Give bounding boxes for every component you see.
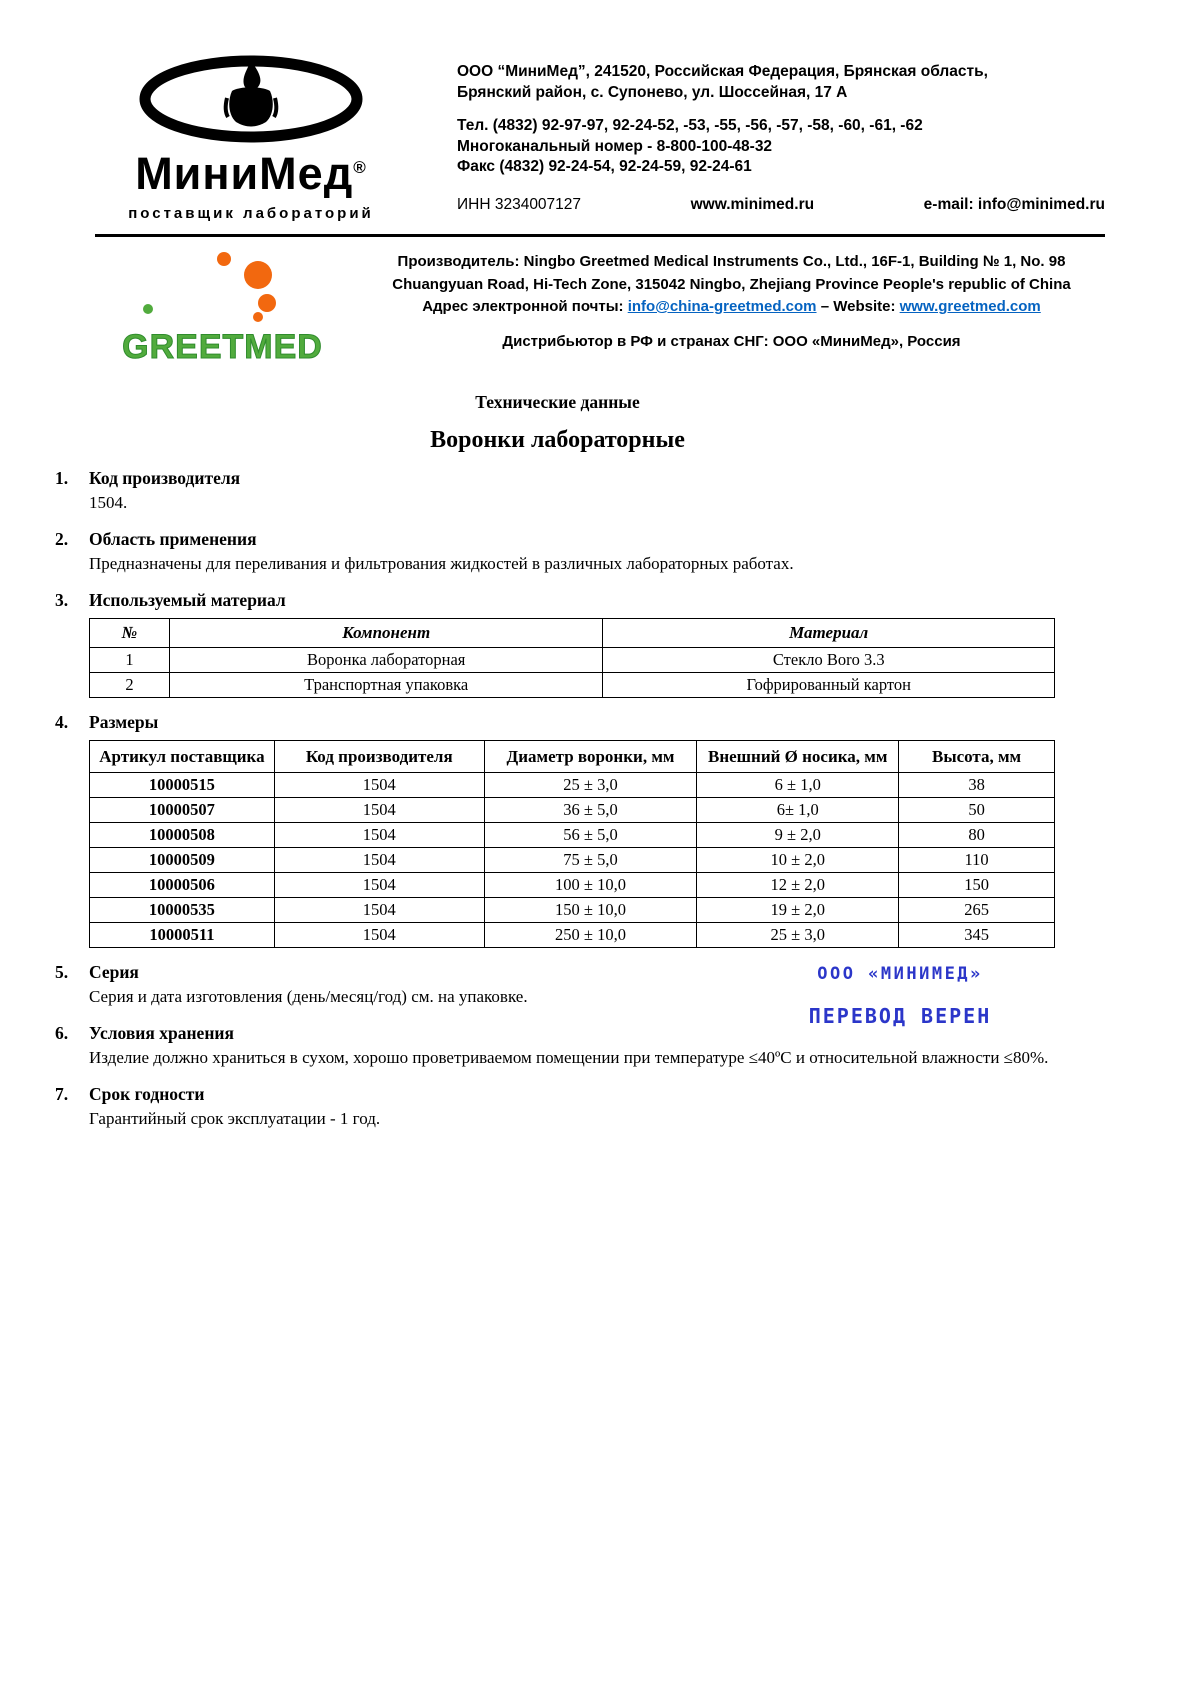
spacer bbox=[457, 103, 1105, 116]
greetmed-logo bbox=[105, 243, 340, 364]
table-row bbox=[90, 798, 1055, 823]
table-cell: 265 bbox=[899, 898, 1055, 923]
minimed-website: www.minimed.ru bbox=[690, 196, 815, 214]
table-cell: 1504 bbox=[274, 873, 484, 898]
address-line-2: Брянский район, с. Супонево, ул. Шоссейная, 17 А bbox=[457, 83, 848, 101]
table-cell: 25 ± 3,0 bbox=[697, 923, 899, 948]
table-cell: 345 bbox=[899, 923, 1055, 948]
table-cell: Воронка лабораторная bbox=[169, 647, 603, 672]
section-body: Серия и дата изготовления (день/месяц/год) см. на упаковке. bbox=[89, 987, 528, 1007]
stamp-verified: ПЕРЕВОД ВЕРЕН bbox=[808, 1004, 992, 1029]
fax-line: Факс (4832) 92-24-54, 92-24-59, 92-24-61 bbox=[457, 158, 752, 176]
table-row bbox=[90, 647, 1055, 672]
section-manufacturer-code bbox=[55, 468, 1105, 515]
translation-stamp bbox=[800, 964, 1000, 1028]
table-header-row bbox=[90, 740, 1055, 772]
table-row bbox=[90, 898, 1055, 923]
page-title: Воронки лабораторные bbox=[430, 427, 685, 453]
table-cell: 1504 bbox=[274, 923, 484, 948]
table-cell: 110 bbox=[899, 848, 1055, 873]
column-header: Высота, мм bbox=[899, 740, 1055, 772]
table-row bbox=[90, 848, 1055, 873]
email-label: Адрес электронной почты: bbox=[422, 298, 624, 315]
table-cell: 56 ± 5,0 bbox=[484, 823, 697, 848]
section-series bbox=[55, 962, 1105, 1029]
column-header: Внешний Ø носика, мм bbox=[697, 740, 899, 772]
table-cell: 150 bbox=[899, 873, 1055, 898]
table-cell: 1504 bbox=[274, 773, 484, 798]
section-heading bbox=[55, 1084, 1105, 1105]
section-number: 3. bbox=[55, 589, 69, 610]
contact-block bbox=[457, 54, 1105, 222]
sizes-table bbox=[89, 740, 1055, 948]
material-table bbox=[89, 618, 1055, 698]
table-cell: 38 bbox=[899, 773, 1055, 798]
section-application bbox=[55, 529, 1105, 576]
multichannel-line: Многоканальный номер - 8-800-100-48-32 bbox=[457, 137, 773, 155]
table-cell: 80 bbox=[899, 823, 1055, 848]
section-shelf-life bbox=[55, 1084, 1105, 1131]
section-heading bbox=[55, 529, 1105, 550]
phone-line: Тел. (4832) 92-97-97, 92-24-52, -53, -55, -56, -57, -58, -60, -61, -62 bbox=[457, 117, 923, 135]
section-body: Изделие должно храниться в сухом, хорошо проветриваемом помещении при температуре ≤40ºС и относительной влажности ≤80%. bbox=[89, 1048, 1049, 1068]
table-cell: 1504 bbox=[274, 898, 484, 923]
table-cell: 12 ± 2,0 bbox=[697, 873, 899, 898]
table-cell: Транспортная упаковка bbox=[169, 672, 603, 697]
section-number: 4. bbox=[55, 711, 69, 732]
column-header: Артикул поставщика bbox=[90, 740, 275, 772]
title-block bbox=[55, 392, 1060, 454]
section-body: 1504. bbox=[89, 493, 128, 512]
greetmed-wordmark: GREETMED bbox=[122, 328, 323, 366]
table-cell: 2 bbox=[90, 672, 170, 697]
table-cell: 10000511 bbox=[90, 923, 275, 948]
brand-text: МиниМед bbox=[135, 148, 354, 199]
section-body: Предназначены для переливания и фильтрования жидкостей в различных лабораторных работах. bbox=[89, 553, 794, 573]
section-heading bbox=[55, 590, 1105, 611]
table-cell: 1504 bbox=[274, 848, 484, 873]
manufacturer-line-2: Chuangyuan Road, Hi-Tech Zone, 315042 Ningbo, Zhejiang Province People's republic of China bbox=[392, 275, 1071, 293]
section-heading bbox=[55, 712, 1105, 733]
table-cell: 150 ± 10,0 bbox=[484, 898, 697, 923]
manufacturer-line-1: Производитель: Ningbo Greetmed Medical Instruments Co., Ltd., 16F-1, Building № 1, No. 98 bbox=[397, 253, 1066, 270]
table-row bbox=[90, 823, 1055, 848]
section-title: Срок годности bbox=[89, 1084, 205, 1104]
minimed-logo bbox=[95, 54, 407, 222]
column-header: Код производителя bbox=[274, 740, 484, 772]
section-heading bbox=[55, 1023, 1105, 1044]
section-number: 7. bbox=[55, 1084, 69, 1104]
distributor-line: Дистрибьютор в РФ и странах СНГ: ООО «МиниМед», Россия bbox=[502, 332, 961, 350]
section-number: 6. bbox=[55, 1023, 69, 1044]
section-title: Код производителя bbox=[89, 468, 241, 488]
table-cell: 36 ± 5,0 bbox=[484, 798, 697, 823]
table-cell: 10000507 bbox=[90, 798, 275, 823]
section-number: 5. bbox=[55, 962, 69, 983]
table-cell: 6± 1,0 bbox=[697, 798, 899, 823]
letterhead bbox=[0, 0, 1200, 222]
website-label: – Website: bbox=[820, 298, 896, 315]
table-cell: 75 ± 5,0 bbox=[484, 848, 697, 873]
table-cell: 10000535 bbox=[90, 898, 275, 923]
table-row bbox=[90, 923, 1055, 948]
column-header: Материал bbox=[603, 618, 1055, 647]
table-cell: 250 ± 10,0 bbox=[484, 923, 697, 948]
section-title: Область применения bbox=[89, 528, 257, 549]
table-cell: 10 ± 2,0 bbox=[697, 848, 899, 873]
table-row bbox=[90, 672, 1055, 697]
address-line-1: ООО “МиниМед”, 241520, Российская Федерация, Брянская область, bbox=[457, 63, 988, 80]
greetmed-email-link[interactable]: info@china-greetmed.com bbox=[627, 298, 817, 315]
minimed-email: e-mail: info@minimed.ru bbox=[923, 196, 1105, 214]
table-cell: 9 ± 2,0 bbox=[697, 823, 899, 848]
section-body: Гарантийный срок эксплуатации - 1 год. bbox=[89, 1109, 381, 1128]
table-cell: Гофрированный картон bbox=[603, 672, 1055, 697]
section-number: 2. bbox=[55, 528, 69, 549]
section-title: Серия bbox=[89, 962, 139, 983]
table-cell: 10000508 bbox=[90, 823, 275, 848]
column-header: Компонент bbox=[169, 618, 603, 647]
table-cell: 10000506 bbox=[90, 873, 275, 898]
table-cell: 19 ± 2,0 bbox=[697, 898, 899, 923]
inn-number: ИНН 3234007127 bbox=[457, 196, 582, 214]
table-cell: 10000509 bbox=[90, 848, 275, 873]
manufacturer-block bbox=[0, 237, 1200, 364]
candle-oval-icon bbox=[135, 54, 367, 144]
table-cell: 100 ± 10,0 bbox=[484, 873, 697, 898]
manufacturer-contacts bbox=[358, 296, 1105, 319]
table-row bbox=[90, 873, 1055, 898]
table-cell: 6 ± 1,0 bbox=[697, 773, 899, 798]
table-cell: Стекло Boro 3.3 bbox=[603, 647, 1055, 672]
section-heading bbox=[55, 468, 1105, 489]
table-cell: 1504 bbox=[274, 798, 484, 823]
section-sizes bbox=[55, 712, 1105, 948]
brand-name bbox=[95, 148, 407, 199]
registered-mark-icon: ® bbox=[353, 158, 367, 177]
column-header: Диаметр воронки, мм bbox=[484, 740, 697, 772]
section-title: Условия хранения bbox=[89, 1023, 234, 1044]
inn-web-email-row bbox=[457, 195, 1105, 216]
table-cell: 1 bbox=[90, 647, 170, 672]
greetmed-dots-icon bbox=[138, 247, 308, 323]
greetmed-website-link[interactable]: www.greetmed.com bbox=[899, 298, 1041, 315]
table-cell: 1504 bbox=[274, 823, 484, 848]
table-row bbox=[90, 773, 1055, 798]
section-title: Используемый материал bbox=[89, 589, 286, 610]
table-cell: 10000515 bbox=[90, 773, 275, 798]
column-header: № bbox=[90, 618, 170, 647]
section-material bbox=[55, 590, 1105, 698]
brand-tagline: поставщик лабораторий bbox=[128, 205, 374, 222]
table-header-row bbox=[90, 618, 1055, 647]
section-number: 1. bbox=[55, 468, 69, 488]
table-cell: 25 ± 3,0 bbox=[484, 773, 697, 798]
stamp-company: ООО «МИНИМЕД» bbox=[817, 964, 983, 985]
table-cell: 50 bbox=[899, 798, 1055, 823]
doc-subtitle: Технические данные bbox=[475, 392, 640, 412]
manufacturer-text bbox=[358, 243, 1105, 364]
section-storage bbox=[55, 1023, 1105, 1070]
section-title: Размеры bbox=[89, 711, 159, 732]
